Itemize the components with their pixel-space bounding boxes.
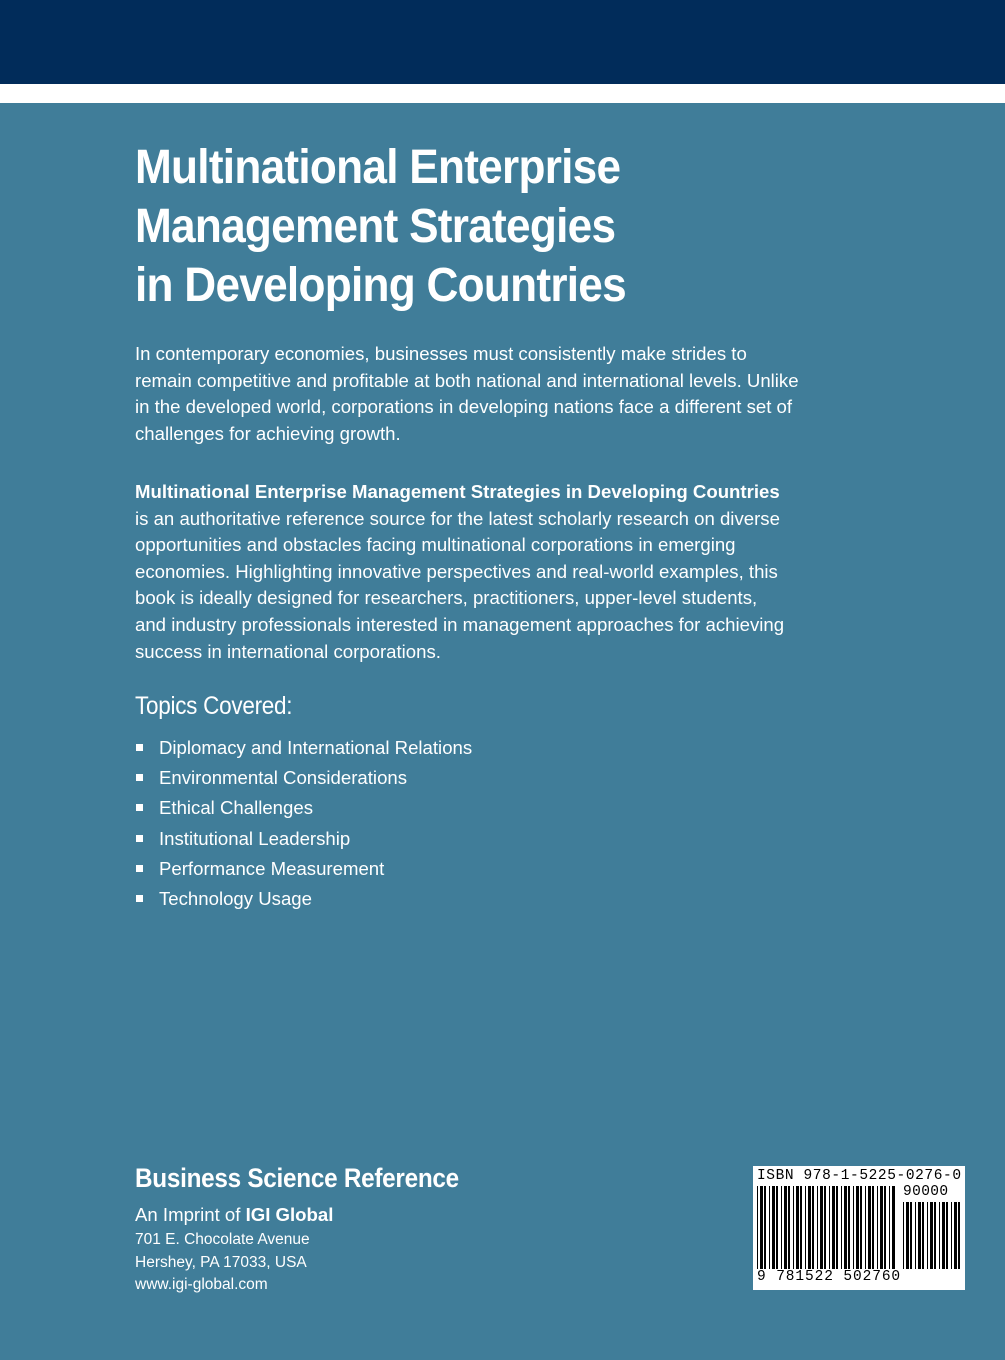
publisher-website: www.igi-global.com [135,1276,268,1293]
barcode-bar [836,1186,838,1269]
bullet-icon [136,804,143,811]
barcode-bar [877,1186,878,1269]
barcode-bar [946,1202,948,1269]
barcode-bar [910,1202,912,1269]
barcode-bar [817,1186,818,1269]
barcode-bar [769,1186,770,1269]
topic-item [135,826,472,856]
barcode-bar [764,1186,766,1269]
barcode-bar [889,1186,890,1269]
white-divider-stripe [0,84,1005,103]
publisher-name: Business Science Reference [135,1163,459,1193]
barcode-bar [951,1202,952,1269]
bullet-icon [136,895,143,902]
barcode-bar [788,1186,790,1269]
barcode-block [753,1166,965,1290]
imprint-name: IGI Global [245,1204,334,1225]
description-book-title: Multinational Enterprise Management Strategies in Developing Countries [135,481,780,502]
title-line: Management Strategies [135,200,616,253]
topic-item [135,765,472,795]
intro-line: remain competitive and profitable at both national and international levels. Unlike [135,369,799,391]
barcode-bar [796,1186,799,1269]
barcode-bar [820,1186,823,1269]
description-line: is an authoritative reference source for the latest scholarly research on diverse [135,507,780,529]
topic-label: Technology Usage [159,887,312,909]
barcode-bar [884,1186,886,1269]
barcode-bar [841,1186,842,1269]
bullet-icon [136,835,143,842]
barcode-bar [934,1202,936,1269]
barcode-bar [922,1202,924,1269]
barcode-bar [800,1186,802,1269]
description-line: opportunities and obstacles facing multinational corporations in emerging [135,534,736,556]
barcode-bar [954,1202,957,1269]
topic-item [135,735,472,765]
barcode-bar [868,1186,871,1269]
barcode-bar [872,1186,874,1269]
barcode-bar [824,1186,826,1269]
topics-list [135,735,472,916]
topic-label: Institutional Leadership [159,827,351,849]
barcode-bar [805,1186,806,1269]
imprint-prefix: An Imprint of [135,1204,246,1225]
top-color-band [0,0,1005,84]
book-title [135,138,853,315]
barcode-bar [832,1186,835,1269]
barcode-bar [784,1186,787,1269]
barcode-bar [856,1186,859,1269]
title-line: Multinational Enterprise [135,141,621,194]
barcode-bar [808,1186,811,1269]
barcode-bar [915,1202,916,1269]
topics-heading: Topics Covered: [135,692,293,720]
description-line: and industry professionals interested in management approaches for achieving [135,613,785,635]
description-line: book is ideally designed for researchers, practitioners, upper-level students, [135,587,758,609]
barcode-bar [844,1186,847,1269]
bullet-icon [136,744,143,751]
barcode-bar [812,1186,814,1269]
description-paragraph [135,479,875,665]
description-line: success in international corporations. [135,640,441,662]
title-line: in Developing Countries [135,259,626,312]
topic-label: Environmental Considerations [159,767,408,789]
topic-label: Performance Measurement [159,857,385,879]
publisher-imprint [135,1204,333,1226]
topic-item [135,795,472,825]
barcode-bar [781,1186,782,1269]
barcode-bar [930,1202,933,1269]
bullet-icon [136,774,143,781]
barcode-bar [906,1202,909,1269]
ean-number: 9 781522 502760 [757,1269,902,1285]
barcode-bar [880,1186,883,1269]
topic-item [135,856,472,886]
intro-paragraph [135,341,875,447]
intro-line: in the developed world, corporations in developing nations face a different set of [135,396,793,418]
barcode-bar [918,1202,921,1269]
barcode-bar [958,1202,960,1269]
barcode-addon-number: 90000 [903,1184,949,1200]
barcode-bar [776,1186,778,1269]
bullet-icon [136,865,143,872]
intro-line: challenges for achieving growth. [135,422,401,444]
barcode-bar [760,1186,763,1269]
topic-label: Diplomacy and International Relations [159,737,473,758]
barcode-bar [860,1186,862,1269]
barcode-bar [892,1186,895,1269]
isbn-text: ISBN 978-1-5225-0276-0 [757,1168,962,1184]
barcode-bar [865,1186,866,1269]
barcode-bar [829,1186,830,1269]
description-line: economies. Highlighting innovative perspectives and real-world examples, this [135,560,778,582]
barcode-bar [939,1202,940,1269]
barcode-bar [927,1202,928,1269]
barcode-bar [853,1186,854,1269]
topic-label: Ethical Challenges [159,797,314,819]
barcode-bar [757,1186,758,1269]
publisher-address-line1: 701 E. Chocolate Avenue [135,1231,310,1248]
barcode-bar [903,1202,904,1269]
topic-item [135,886,472,916]
barcode-bar [942,1202,945,1269]
barcode-bar [772,1186,775,1269]
barcode-bar [848,1186,850,1269]
intro-line: In contemporary economies, businesses must consistently make strides to [135,343,747,364]
publisher-address-line2: Hershey, PA 17033, USA [135,1254,307,1271]
barcode-bar [793,1186,794,1269]
